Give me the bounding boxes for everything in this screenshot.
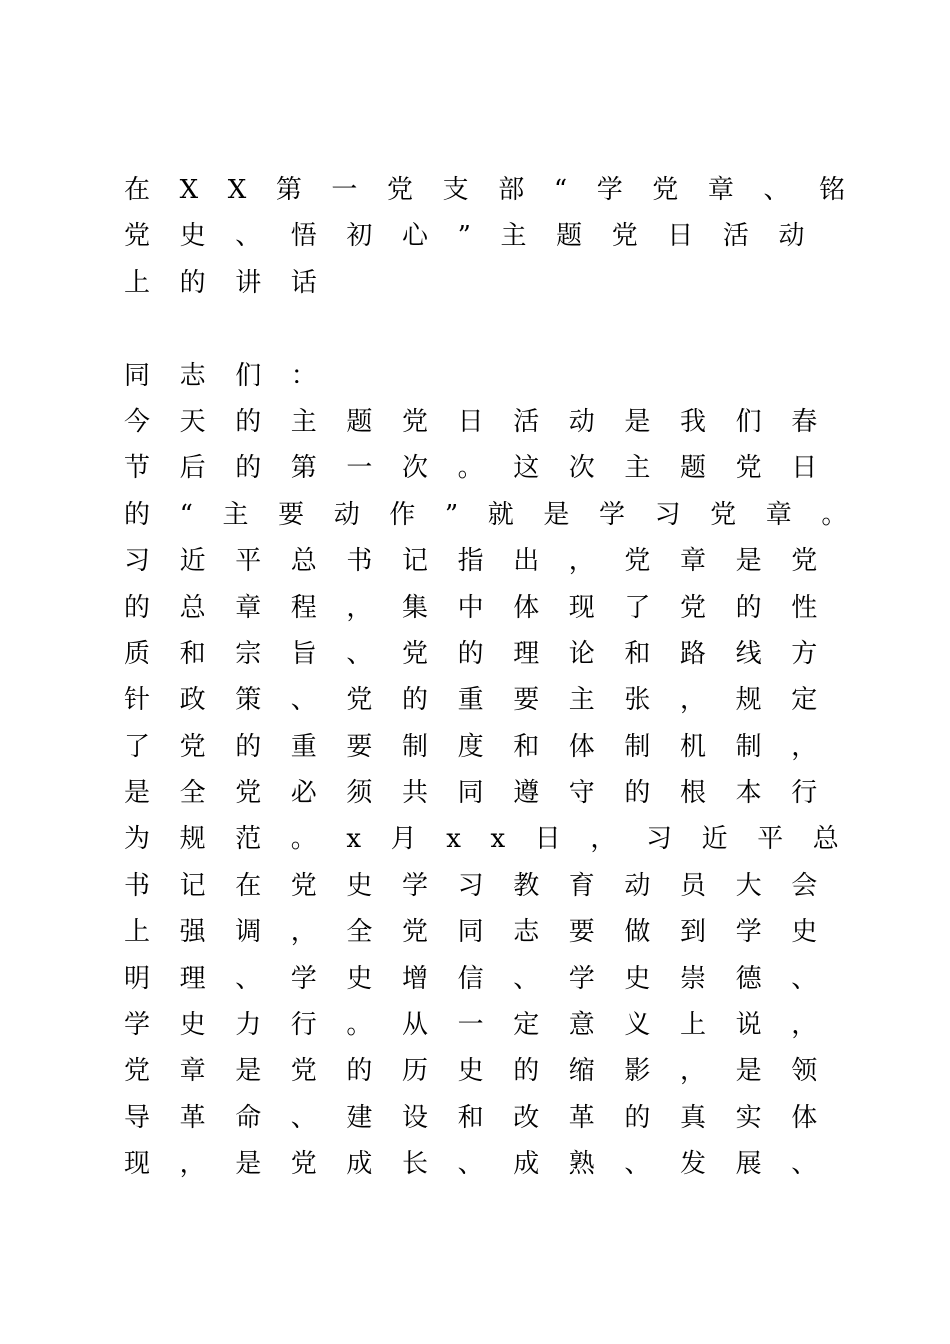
body-line-text: 习近平总书记指出，党章是党	[124, 546, 847, 577]
body-line	[124, 724, 854, 770]
body-line-text: 质和宗旨、党的理论和路线方	[124, 638, 847, 669]
body-line	[124, 631, 854, 677]
body-line-text: 节后的第一次。这次主题党日	[124, 453, 847, 484]
body-line-text: 是全党必须共同遵守的根本行	[124, 778, 847, 809]
body-line	[124, 1048, 854, 1094]
title-line-text: 在XX第一党支部“学党章、铭	[124, 175, 875, 205]
title-line-text: 上的讲话	[124, 267, 347, 298]
body-line	[124, 863, 854, 909]
title-line	[124, 213, 854, 259]
document-text	[124, 167, 877, 1188]
body-line	[124, 1002, 854, 1048]
body-line-text: 上强调，全党同志要做到学史	[124, 917, 847, 948]
title-line	[124, 167, 875, 213]
paragraph-spacer	[124, 306, 854, 352]
body-line	[124, 492, 877, 538]
body-line	[124, 677, 854, 723]
body-line	[124, 1141, 854, 1187]
salutation-line	[124, 353, 854, 399]
body-line-text: 的“主要动作”就是学习党章。	[124, 499, 877, 530]
body-line-text: 今天的主题党日活动是我们春	[124, 406, 847, 437]
body-line-text: 学史力行。从一定意义上说，	[124, 1010, 847, 1041]
body-line-text: 导革命、建设和改革的真实体	[124, 1102, 847, 1133]
body-line-text: 的总章程，集中体现了党的性	[124, 592, 847, 623]
body-line	[124, 538, 854, 584]
body-line	[124, 956, 854, 1002]
body-line	[124, 1095, 854, 1141]
body-line-text: 同志们：	[124, 360, 347, 391]
title-line-text: 党史、悟初心”主题党日活动	[124, 221, 835, 252]
body-line	[124, 585, 854, 631]
body-line-text: 党章是党的历史的缩影，是领	[124, 1056, 847, 1087]
title-line	[124, 260, 854, 306]
body-line-text: 明理、学史增信、学史崇德、	[124, 963, 847, 994]
body-line	[124, 816, 869, 862]
body-line-text: 现，是党成长、成熟、发展、	[124, 1149, 847, 1180]
body-line-text: 了党的重要制度和体制机制，	[124, 731, 847, 762]
body-line-text: 为规范。x月xx日，习近平总	[124, 824, 869, 855]
body-line	[124, 770, 854, 816]
body-line-text: 书记在党史学习教育动员大会	[124, 870, 847, 901]
body-line	[124, 399, 854, 445]
body-line	[124, 909, 854, 955]
body-line	[124, 445, 854, 491]
body-line-text: 针政策、党的重要主张，规定	[124, 685, 847, 716]
